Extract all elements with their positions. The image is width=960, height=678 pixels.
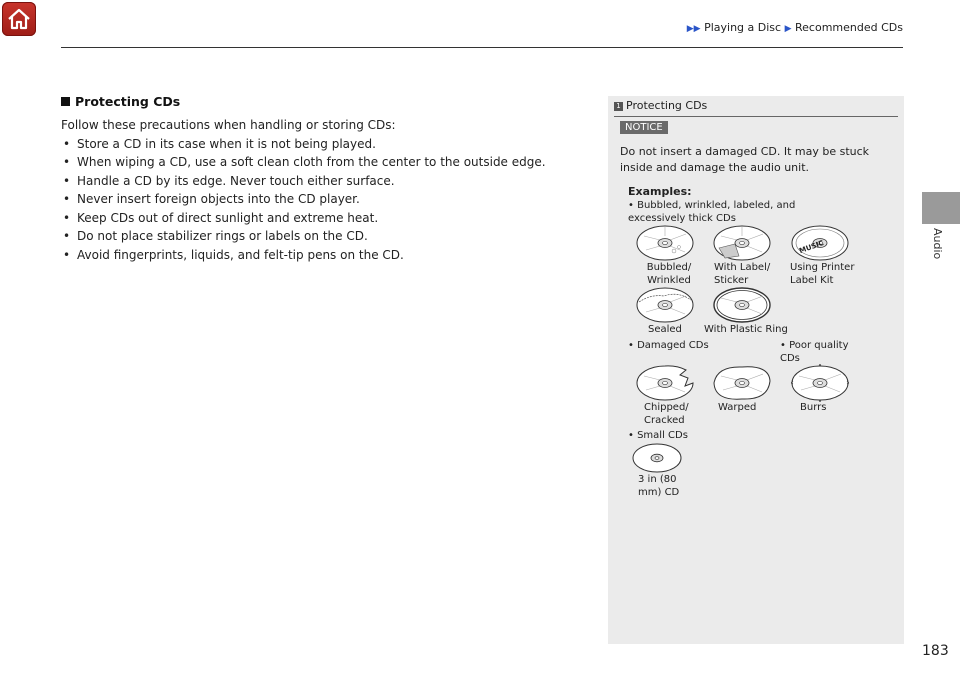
- sealed-disc-icon: [636, 286, 694, 324]
- list-item: • Handle a CD by its edge. Never touch either surface.: [61, 172, 581, 191]
- burrs-disc-icon: [791, 364, 849, 402]
- precautions-list: [61, 135, 581, 265]
- list-item: • Never insert foreign objects into the CD player.: [61, 190, 581, 209]
- list-item: • When wiping a CD, use a soft clean cloth from the center to the outside edge.: [61, 153, 581, 172]
- svg-text:MUSIC: MUSIC: [798, 238, 825, 256]
- bubbled-disc-icon: [636, 224, 694, 262]
- home-icon: [6, 6, 32, 32]
- printer-label-kit-label: Using Printer Label Kit: [790, 262, 855, 286]
- plastic-ring-disc-icon: [713, 286, 771, 324]
- with-label-label: With Label/ Sticker: [714, 262, 771, 286]
- home-button[interactable]: [2, 2, 36, 36]
- section-tab[interactable]: [922, 192, 960, 224]
- three-inch-label: 3 in (80 mm) CD: [638, 474, 680, 498]
- breadcrumb: [687, 21, 903, 34]
- sidebar-title-text: Protecting CDs: [626, 99, 708, 112]
- list-item: • Keep CDs out of direct sunlight and extreme heat.: [61, 209, 581, 228]
- breadcrumb-item[interactable]: Recommended CDs: [795, 21, 903, 34]
- breadcrumb-item[interactable]: Playing a Disc: [704, 21, 782, 34]
- burrs-label: Burrs: [800, 402, 827, 413]
- printer-label-disc-icon: [791, 224, 849, 262]
- sidebar-note: [608, 96, 904, 644]
- main-content: [61, 94, 581, 264]
- heading-square-icon: [61, 97, 70, 106]
- list-item: • Avoid fingerprints, liquids, and felt-tip pens on the CD.: [61, 246, 581, 265]
- section-heading: [61, 94, 581, 109]
- list-item: • Store a CD in its case when it is not being played.: [61, 135, 581, 154]
- list-item: • Do not place stabilizer rings or labels on the CD.: [61, 227, 581, 246]
- plastic-ring-label: With Plastic Ring: [704, 324, 788, 335]
- small-cds-label: • Small CDs: [628, 430, 688, 441]
- sidebar-title: [614, 99, 707, 112]
- group-bubbled-label: • Bubbled, wrinkled, labeled, and excessively thick CDs: [628, 200, 796, 224]
- labeled-disc-icon: [713, 224, 771, 262]
- small-disc-icon: [632, 442, 682, 474]
- intro-text: Follow these precautions when handling or storing CDs:: [61, 118, 396, 132]
- reference-icon: 1: [614, 102, 623, 111]
- page-number: 183: [922, 643, 949, 659]
- sidebar-divider: [614, 116, 898, 117]
- poor-quality-label: • Poor quality CDs: [780, 340, 849, 364]
- notice-text: Do not insert a damaged CD. It may be stuck inside and damage the audio unit.: [620, 145, 870, 174]
- section-heading-text: Protecting CDs: [75, 94, 181, 109]
- breadcrumb-arrow-icon: ▶: [784, 24, 792, 34]
- breadcrumb-arrow-icon: ▶▶: [686, 24, 701, 34]
- notice-badge: NOTICE: [620, 121, 668, 134]
- chipped-disc-icon: [636, 364, 694, 402]
- header-divider: [61, 47, 903, 48]
- warped-label: Warped: [718, 402, 757, 413]
- section-tab-label: Audio: [931, 228, 944, 260]
- damaged-cds-label: • Damaged CDs: [628, 340, 709, 351]
- sealed-label: Sealed: [648, 324, 682, 335]
- warped-disc-icon: [713, 364, 771, 402]
- examples-label: Examples:: [628, 185, 692, 198]
- bubbled-label: Bubbled/ Wrinkled: [646, 262, 692, 286]
- chipped-label: Chipped/ Cracked: [644, 402, 689, 426]
